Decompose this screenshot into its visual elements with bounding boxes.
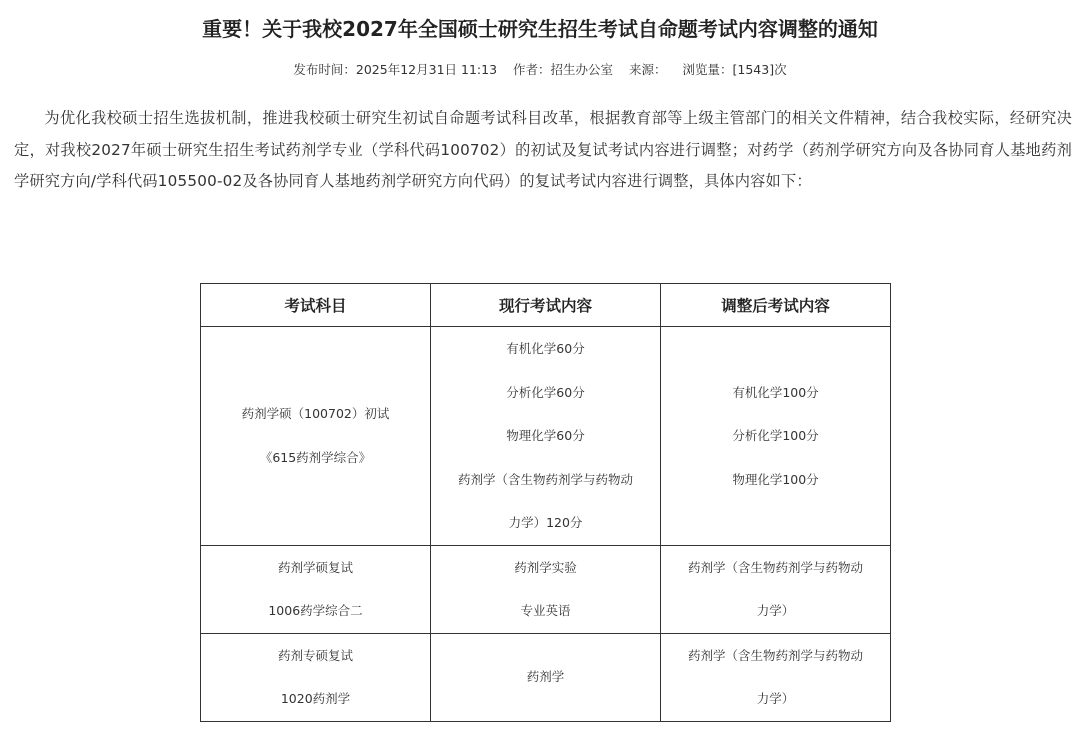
cell-line: 《615药剂学综合》 [259, 449, 372, 465]
adjusted-content-cell [661, 327, 891, 546]
current-content-cell [431, 633, 661, 721]
cell-line: 力学）120分 [508, 515, 583, 530]
cell-line: 药剂学硕复试 [277, 559, 353, 575]
current-content-cell [431, 327, 661, 546]
cell-line: 物理化学100分 [732, 471, 819, 487]
cell-line: 1020药剂学 [280, 691, 351, 706]
cell-line: 1006药学综合二 [268, 603, 363, 618]
table-header-subject: 考试科目 [201, 284, 431, 327]
table-row [201, 633, 891, 721]
subject-cell [201, 545, 431, 633]
author: 作者：招生办公室 [513, 62, 614, 77]
cell-line: 药剂学 [526, 669, 565, 685]
cell-line: 药剂学（含生物药剂学与药物动 [687, 647, 863, 663]
cell-line: 力学） [756, 691, 795, 706]
article-meta [0, 60, 1080, 80]
cell-line: 有机化学100分 [732, 384, 819, 400]
page-title: 重要！关于我校2027年全国硕士研究生招生考试自命题考试内容调整的通知 [202, 17, 878, 41]
cell-line: 药剂学（含生物药剂学与药物动 [687, 559, 863, 575]
table-row [201, 327, 891, 546]
article-body: 为优化我校硕士招生选拔机制，推进我校硕士研究生初试自命题考试科目改革，根据教育部等上级主管部门的相关文件精神，结合我校实际，经研究决定，对我校2027年硕士研究生招生考试药剂学专业（学科代码100702）的初试及复试考试内容进行调整；对药学（药剂学研究方向及各协同育人基地药剂学研究方向/学科代码105500-02及各协同育人基地药剂学研究方向代码）的复试考试内容进行调整，具体内容如下： [14, 109, 1072, 190]
subject-cell [201, 327, 431, 546]
cell-line: 分析化学60分 [506, 384, 585, 400]
table-header-current: 现行考试内容 [431, 284, 661, 327]
cell-line: 药剂学实验 [514, 559, 577, 575]
cell-line: 分析化学100分 [732, 428, 819, 443]
adjusted-content-cell [661, 633, 891, 721]
table-header-adjusted: 调整后考试内容 [661, 284, 891, 327]
table-row [201, 545, 891, 633]
subject-cell [201, 633, 431, 721]
publish-time: 发布时间：2025年12月31日 11:13 [293, 62, 498, 77]
cell-line: 专业英语 [520, 603, 571, 618]
cell-line: 物理化学60分 [506, 428, 585, 443]
cell-line: 有机化学60分 [506, 341, 585, 356]
cell-line: 药剂专硕复试 [277, 647, 353, 663]
current-content-cell [431, 545, 661, 633]
table-header-row [201, 284, 891, 327]
adjusted-content-cell [661, 545, 891, 633]
cell-line: 力学） [756, 603, 795, 618]
cell-line: 药剂学（含生物药剂学与药物动 [457, 471, 633, 487]
cell-line: 药剂学硕（100702）初试 [241, 406, 390, 422]
view-count: 浏览量：[1543]次 [682, 62, 787, 77]
exam-content-table [200, 283, 891, 722]
source: 来源： [629, 62, 667, 77]
